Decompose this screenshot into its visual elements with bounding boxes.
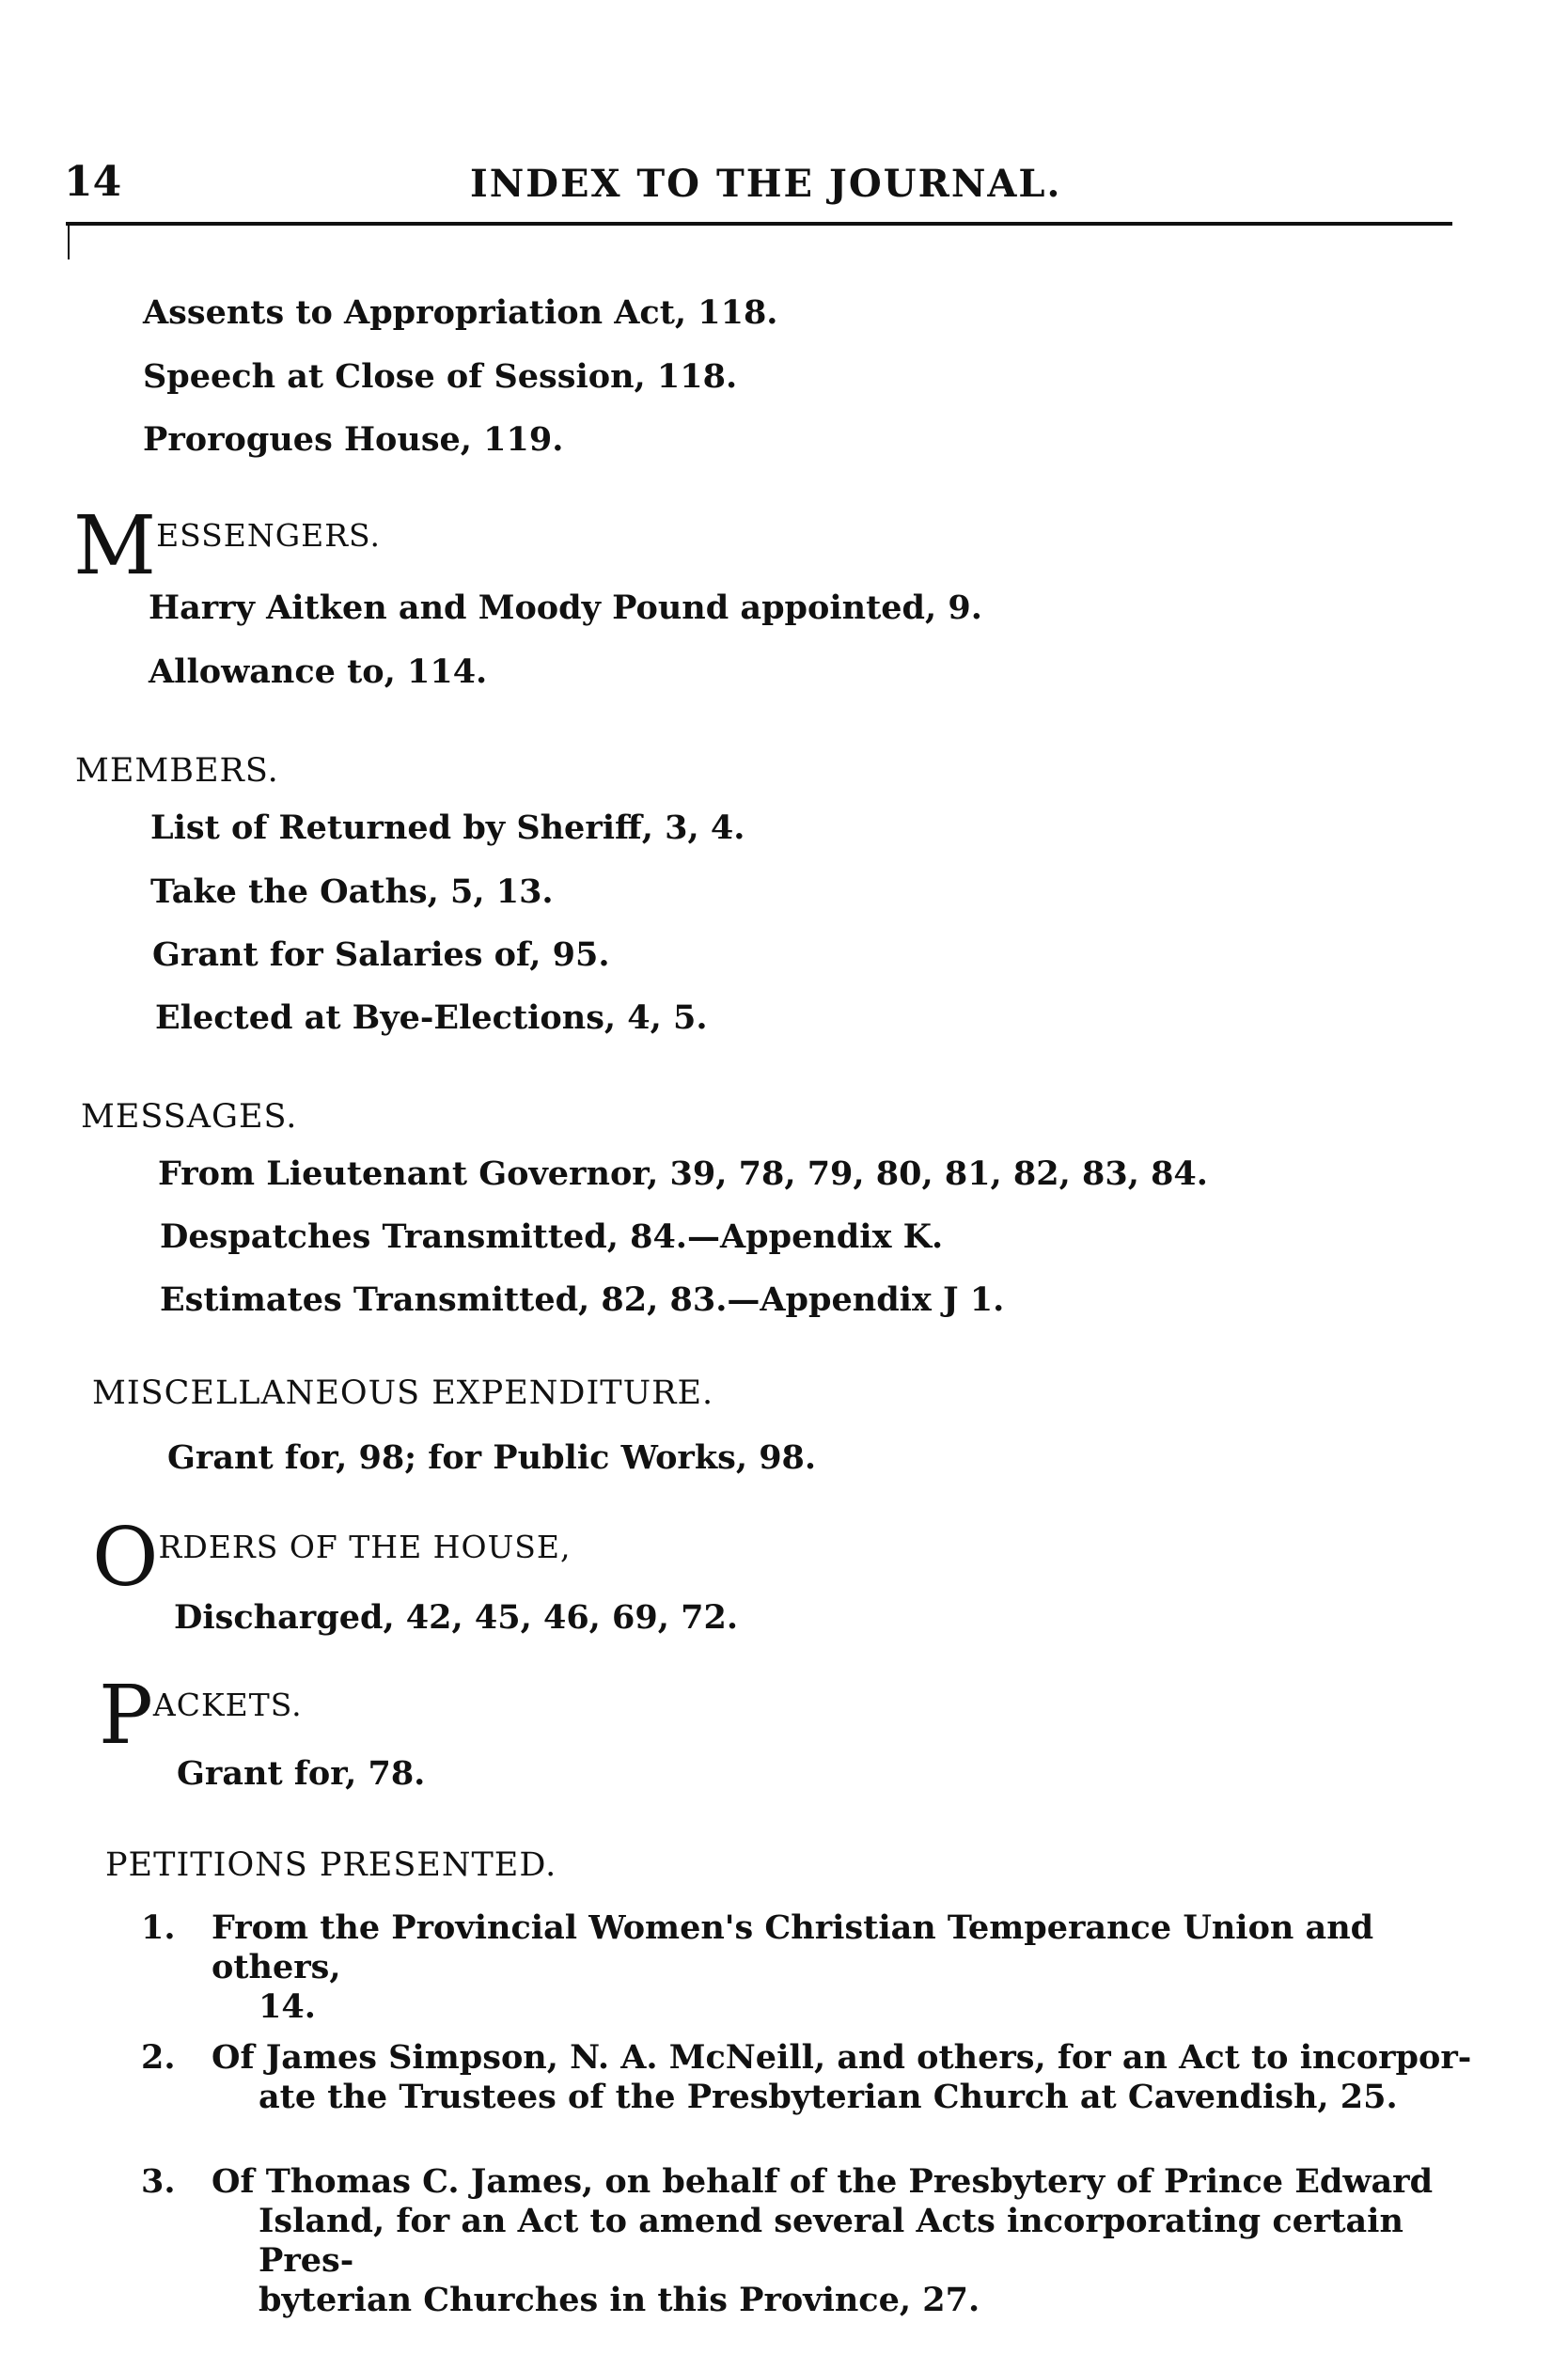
- heading-text: ESSENGERS.: [156, 517, 381, 554]
- index-entry: List of Returned by Sheriff, 3, 4.: [150, 808, 745, 847]
- drop-cap: M: [73, 499, 157, 593]
- index-entry: Estimates Transmitted, 82, 83.—Appendix J 1.: [160, 1280, 1005, 1319]
- index-entry: Speech at Close of Session, 118.: [143, 357, 738, 396]
- petition-text: [212, 2038, 1495, 2117]
- index-entry: Grant for, 98; for Public Works, 98.: [167, 1438, 817, 1477]
- index-entry: Discharged, 42, 45, 46, 69, 72.: [174, 1598, 739, 1637]
- index-entry: Elected at Bye-Elections, 4, 5.: [155, 998, 708, 1037]
- petition-text: [212, 2162, 1495, 2320]
- index-entry: From Lieutenant Governor, 39, 78, 79, 80, 81, 82, 83, 84.: [158, 1154, 1208, 1193]
- petition-number: 2.: [141, 2038, 176, 2077]
- section-heading-members: MEMBERS.: [75, 752, 279, 790]
- petition-line: From the Provincial Women's Christian Temperance Union and others,: [212, 1908, 1374, 1986]
- petition-line: byterian Churches in this Province, 27.: [259, 2281, 980, 2319]
- index-entry: Grant for, 78.: [177, 1754, 426, 1793]
- drop-cap: P: [99, 1669, 153, 1763]
- petition-line: Of James Simpson, N. A. McNeill, and others, for an Act to incorpor-: [212, 2038, 1472, 2077]
- index-entry: Prorogues House, 119.: [143, 420, 564, 459]
- section-heading-orders: [92, 1511, 572, 1605]
- petition-number: 1.: [141, 1908, 176, 1947]
- section-heading-petitions: PETITIONS PRESENTED.: [105, 1846, 557, 1884]
- petition-line: Island, for an Act to amend several Acts incorporating certain Pres-: [259, 2202, 1403, 2280]
- index-entry: Despatches Transmitted, 84.—Appendix K.: [160, 1217, 944, 1256]
- heading-text: RDERS OF THE HOUSE,: [158, 1529, 572, 1565]
- section-heading-messengers: [73, 499, 381, 593]
- heading-text: ACKETS.: [152, 1687, 303, 1723]
- section-heading-packets: [99, 1669, 303, 1763]
- petition-number: 3.: [141, 2162, 176, 2201]
- index-entry: Harry Aitken and Moody Pound appointed, 9.: [149, 589, 982, 627]
- petition-item: [141, 2162, 1495, 2320]
- petition-line: Of Thomas C. James, on behalf of the Presbytery of Prince Edward: [212, 2162, 1434, 2201]
- petition-line: ate the Trustees of the Presbyterian Church at Cavendish, 25.: [259, 2078, 1398, 2116]
- petition-line: 14.: [259, 1987, 316, 2026]
- header-rule: [66, 222, 1452, 226]
- running-title: INDEX TO THE JOURNAL.: [470, 162, 1062, 206]
- drop-cap: O: [92, 1511, 159, 1605]
- index-entry: Grant for Salaries of, 95.: [152, 935, 610, 974]
- petition-text: [212, 1908, 1495, 2027]
- petition-item: [141, 1908, 1495, 2027]
- petition-item: [141, 2038, 1495, 2117]
- header-tick: [68, 222, 70, 259]
- page-number: 14: [64, 158, 122, 206]
- section-heading-miscellaneous: MISCELLANEOUS EXPENDITURE.: [92, 1374, 714, 1412]
- index-entry: Take the Oaths, 5, 13.: [150, 872, 554, 911]
- index-entry: Assents to Appropriation Act, 118.: [143, 293, 778, 332]
- index-entry: Allowance to, 114.: [149, 652, 488, 691]
- section-heading-messages: MESSAGES.: [81, 1098, 298, 1136]
